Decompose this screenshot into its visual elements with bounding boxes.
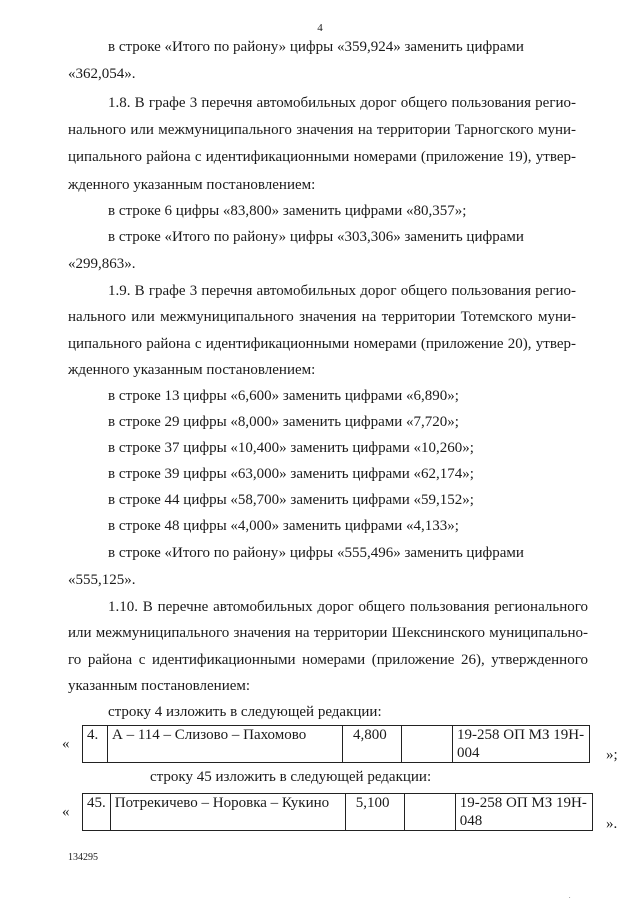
text-line: указанным постановлением: <box>68 678 251 694</box>
text-line: в строке 6 цифры «83,800» заменить цифрами «80,357»; <box>108 203 467 219</box>
text-line: в строке «Итого по району» цифры «303,306» заменить цифрами <box>108 229 524 245</box>
text-line: го района с идентификационными номерами (приложение 26), утвержденного <box>68 652 588 668</box>
table-row <box>83 794 593 831</box>
text-line: в строке «Итого по району» цифры «359,924» заменить цифрами <box>108 39 524 55</box>
cell-value: 4,800 <box>343 726 402 763</box>
text-line: жденного указанным постановлением: <box>68 177 316 193</box>
text-line: 1.10. В перечне автомобильных дорог общего пользования регионального <box>108 599 588 615</box>
cell-id-line1: 19-258 ОП МЗ 19Н- <box>459 795 587 811</box>
text-line: нального или межмуниципального значения на территории Тарногского муни- <box>68 122 576 138</box>
close-quote: »; <box>606 747 618 763</box>
document-code: 134295 <box>68 852 98 863</box>
text-line: 1.9. В графе 3 перечня автомобильных дорог общего пользования регио- <box>108 283 576 299</box>
cell-id-line2: 004 <box>457 745 480 761</box>
cell-empty <box>404 794 455 831</box>
text-line: ципального района с идентификационными номерами (приложение 20), утвер- <box>68 336 576 352</box>
text-line: «555,125». <box>68 572 136 588</box>
text-line: в строке 37 цифры «10,400» заменить цифрами «10,260»; <box>108 440 474 456</box>
cell-value: 5,100 <box>345 794 404 831</box>
text-line: 1.8. В графе 3 перечня автомобильных дорог общего пользования регио- <box>108 95 576 111</box>
cell-road-name: А – 114 – Слизово – Пахомово <box>108 726 343 763</box>
cell-id-line2: 048 <box>459 813 483 829</box>
open-quote: « <box>62 804 70 820</box>
cell-id <box>455 794 592 831</box>
road-table-row-45 <box>82 793 593 831</box>
close-quote: ». <box>606 816 618 832</box>
cell-road-name: Потрекичево – Норовка – Кукино <box>110 794 345 831</box>
text-line: строку 45 изложить в следующей редакции: <box>150 769 432 785</box>
text-line: ципального района с идентификационными номерами (приложение 19), утвер- <box>68 149 576 165</box>
road-table-row-4 <box>82 725 590 763</box>
open-quote: « <box>62 736 70 752</box>
text-line: «299,863». <box>68 256 136 272</box>
text-line: в строке 29 цифры «8,000» заменить цифрами «7,720»; <box>108 414 459 430</box>
page-number: 4 <box>317 22 323 34</box>
cell-number: 45. <box>83 794 111 831</box>
cell-number: 4. <box>83 726 108 763</box>
corner-mark: . <box>569 894 571 900</box>
cell-id-line1: 19-258 ОП МЗ 19Н- <box>457 727 585 743</box>
text-line: жденного указанным постановлением: <box>68 362 316 378</box>
text-line: в строке 39 цифры «63,000» заменить цифрами «62,174»; <box>108 466 474 482</box>
text-line: нального или межмуниципального значения на территории Тотемского муни- <box>68 309 576 325</box>
cell-empty <box>402 726 453 763</box>
text-line: в строке 48 цифры «4,000» заменить цифрами «4,133»; <box>108 518 459 534</box>
text-line: или межмуниципального значения на территории Шекснинского муниципально- <box>68 625 588 641</box>
text-line: «362,054». <box>68 66 136 82</box>
table-row <box>83 726 590 763</box>
text-line: строку 4 изложить в следующей редакции: <box>108 704 382 720</box>
text-line: в строке 13 цифры «6,600» заменить цифрами «6,890»; <box>108 388 459 404</box>
cell-id <box>453 726 590 763</box>
text-line: в строке 44 цифры «58,700» заменить цифрами «59,152»; <box>108 492 474 508</box>
text-line: в строке «Итого по району» цифры «555,496» заменить цифрами <box>108 545 524 561</box>
